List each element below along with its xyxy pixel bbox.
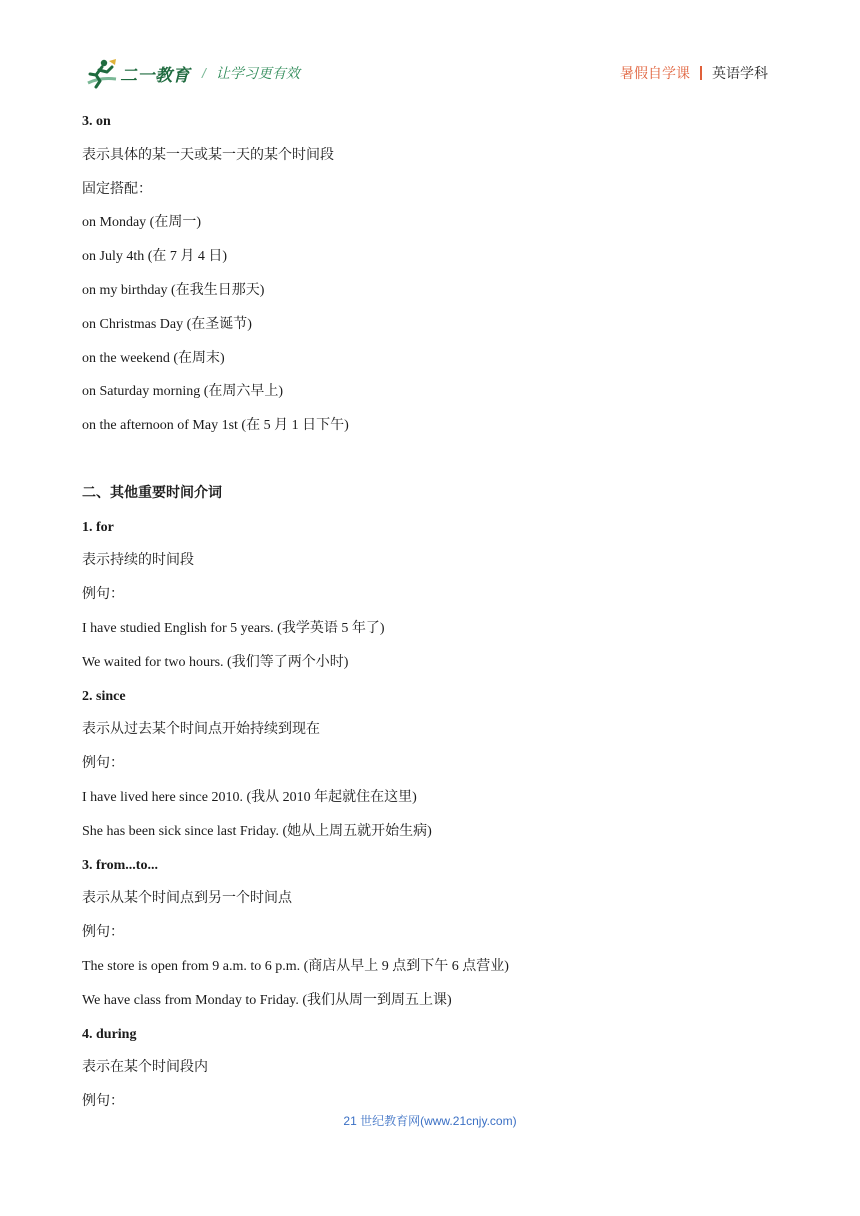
on-description: 表示具体的某一天或某一天的某个时间段 xyxy=(82,147,334,163)
since-description: 表示从过去某个时间点开始持续到现在 xyxy=(82,722,320,738)
since-example-label: 例句： xyxy=(82,756,124,772)
section-heading: 二、其他重要时间介词 xyxy=(82,485,222,501)
slogan-slash: / xyxy=(202,65,206,81)
page-footer: 21 世纪教育网(www.21cnjy.com) xyxy=(343,1114,517,1128)
list-item: on Saturday morning (在周六早上) xyxy=(82,384,284,400)
example-sentence: I have lived here since 2010. (我从 2010 年起就住在这里) xyxy=(82,789,417,805)
example-sentence: She has been sick since last Friday. (她从上周五就开始生病) xyxy=(82,823,432,839)
example-sentence: The store is open from 9 a.m. to 6 p.m. (商店从早上 9 点到下午 6 点营业) xyxy=(82,958,509,974)
for-example-label: 例句： xyxy=(82,587,124,603)
list-item: on the weekend (在周末) xyxy=(82,350,225,366)
course-label: 暑假自学课 xyxy=(620,65,690,81)
for-heading: 1. for xyxy=(82,519,114,535)
example-sentence: We have class from Monday to Friday. (我们从周一到周五上课) xyxy=(82,992,452,1008)
list-item: on July 4th (在 7 月 4 日) xyxy=(82,249,228,265)
document-body xyxy=(82,105,772,1119)
since-heading: 2. since xyxy=(82,688,126,704)
on-fixed-label: 固定搭配： xyxy=(82,181,152,197)
during-description: 表示在某个时间段内 xyxy=(82,1060,208,1076)
slogan-text: 让学习更有效 xyxy=(215,65,300,81)
header-right xyxy=(620,63,768,83)
logo-text: 二一教育 xyxy=(120,65,190,85)
example-sentence: I have studied English for 5 years. (我学英语 5 年了) xyxy=(82,620,385,636)
spacer xyxy=(82,443,772,477)
for-description: 表示持续的时间段 xyxy=(82,553,194,569)
subject-label: 英语学科 xyxy=(712,65,768,81)
during-heading: 4. during xyxy=(82,1026,137,1042)
during-example-label: 例句： xyxy=(82,1094,124,1110)
fromto-heading: 3. from...to... xyxy=(82,857,158,873)
logo xyxy=(82,56,190,90)
list-item: on my birthday (在我生日那天) xyxy=(82,282,265,298)
list-item: on the afternoon of May 1st (在 5 月 1 日下午) xyxy=(82,418,349,434)
slogan xyxy=(202,63,300,83)
page-header xyxy=(82,56,768,90)
on-heading: 3. on xyxy=(82,114,111,129)
fromto-example-label: 例句： xyxy=(82,925,124,941)
running-man-logo-icon xyxy=(82,57,118,89)
fromto-description: 表示从某个时间点到另一个时间点 xyxy=(82,891,292,907)
list-item: on Monday (在周一) xyxy=(82,215,201,231)
example-sentence: We waited for two hours. (我们等了两个小时) xyxy=(82,654,349,670)
list-item: on Christmas Day (在圣诞节) xyxy=(82,316,252,332)
header-divider xyxy=(700,66,702,80)
